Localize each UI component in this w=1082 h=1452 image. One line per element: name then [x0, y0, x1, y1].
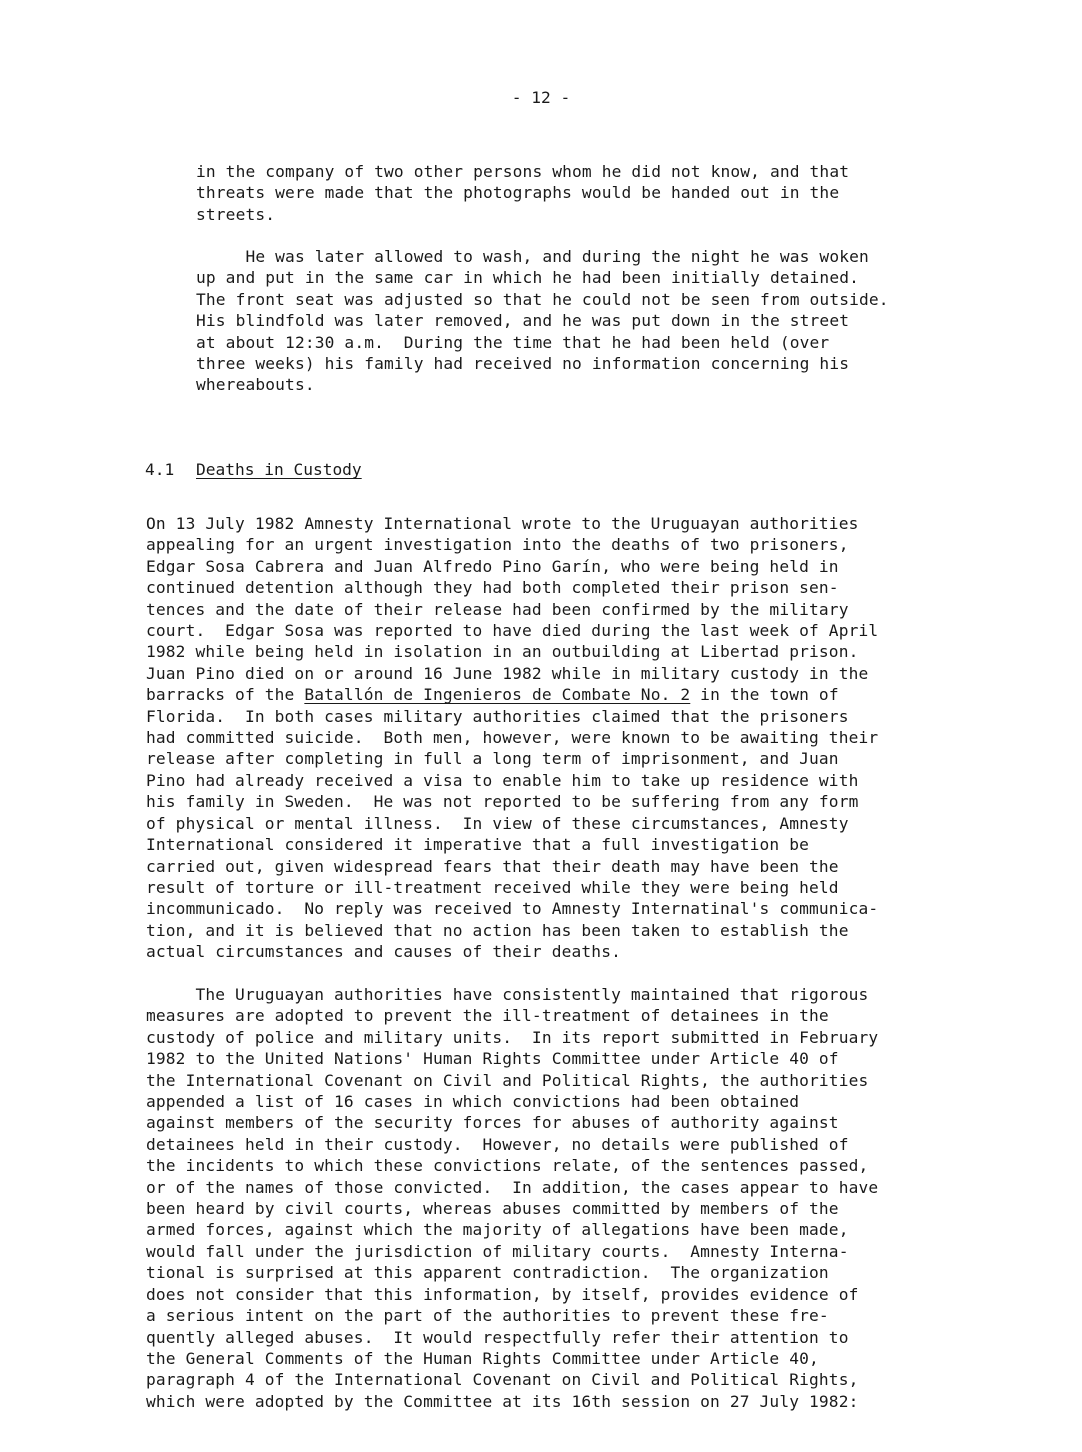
deaths-line: actual circumstances and causes of their deaths. — [146, 942, 621, 962]
deaths-line: tion, and it is believed that no action has been taken to establish the — [146, 920, 849, 940]
line-suffix: in the town of — [690, 685, 839, 705]
authorities-line: or of the names of those convicted. In addition, the cases appear to have — [146, 1177, 879, 1197]
deaths-line: carried out, given widespread fears that their death may have been the — [146, 856, 839, 876]
deaths-line: International considered it imperative that a full investigation be — [146, 835, 810, 855]
authorities-line: 1982 to the United Nations' Human Rights Committee under Article 40 of — [146, 1049, 839, 1069]
deaths-line: 1982 while being held in isolation in an outbuilding at Libertad prison. — [146, 642, 859, 662]
deaths-line: On 13 July 1982 Amnesty International wrote to the Uruguayan authorities — [146, 514, 859, 533]
deaths-line: Juan Pino died on or around 16 June 1982 while in military custody in the — [146, 663, 869, 683]
authorities-line: tional is surprised at this apparent contradiction. The organization — [146, 1263, 829, 1283]
deaths-line-with-underline — [146, 684, 878, 705]
authorities-line: does not consider that this information, by itself, provides evidence of — [146, 1284, 859, 1304]
deaths-line: Florida. In both cases military authorities claimed that the prisoners — [146, 706, 849, 726]
deaths-line: continued detention although they had both completed their prison sen- — [146, 578, 839, 598]
authorities-line: quently alleged abuses. It would respectfully refer their attention to — [146, 1327, 849, 1347]
deaths-line: his family in Sweden. He was not reported to be suffering from any form — [146, 792, 859, 812]
release-line: whereabouts. — [196, 375, 315, 395]
authorities-line: The Uruguayan authorities have consistently maintained that rigorous — [146, 985, 869, 1004]
authorities-line: against members of the security forces for abuses of authority against — [146, 1113, 839, 1133]
authorities-line: the General Comments of the Human Rights Committee under Article 40, — [146, 1348, 819, 1368]
authorities-line: appended a list of 16 cases in which convictions had been obtained — [146, 1092, 800, 1112]
deaths-line: court. Edgar Sosa was reported to have died during the last week of April — [146, 621, 879, 641]
deaths-line: release after completing in full a long term of imprisonment, and Juan — [146, 749, 839, 769]
deaths-line: incommunicado. No reply was received to Amnesty Internatinal's communica- — [146, 899, 879, 919]
continuation-paragraph — [196, 161, 849, 225]
authorities-line: detainees held in their custody. However, no details were published of — [146, 1134, 849, 1154]
authorities-line: custody of police and military units. In its report submitted in February — [146, 1027, 879, 1047]
release-line: The front seat was adjusted so that he could not be seen from outside. — [196, 289, 889, 309]
authorities-line: been heard by civil courts, whereas abuses committed by members of the — [146, 1199, 839, 1219]
authorities-line: armed forces, against which the majority of allegations have been made, — [146, 1220, 849, 1240]
continuation-line: threats were made that the photographs would be handed out in the — [196, 183, 840, 203]
section-title: Deaths in Custody — [196, 460, 362, 479]
deaths-line: had committed suicide. Both men, however, were known to be awaiting their — [146, 728, 879, 748]
deaths-line: Edgar Sosa Cabrera and Juan Alfredo Pino Garín, who were being held in — [146, 556, 839, 576]
authorities-line: paragraph 4 of the International Covenant on Civil and Political Rights, — [146, 1370, 859, 1390]
section-number: 4.1 — [145, 460, 175, 479]
release-line: He was later allowed to wash, and during the night he was woken — [196, 247, 869, 266]
deaths-in-custody-paragraph — [146, 513, 878, 963]
deaths-line: result of torture or ill-treatment received while they were being held — [146, 877, 839, 897]
authorities-line: a serious intent on the part of the authorities to prevent these fre- — [146, 1306, 829, 1326]
authorities-line: the International Covenant on Civil and Political Rights, the authorities — [146, 1070, 869, 1090]
authorities-line: measures are adopted to prevent the ill-treatment of detainees in the — [146, 1006, 829, 1026]
page-number: - 12 - — [511, 88, 571, 107]
deaths-line: of physical or mental illness. In view of these circumstances, Amnesty — [146, 813, 849, 833]
authorities-line: the incidents to which these convictions relate, of the sentences passed, — [146, 1156, 869, 1176]
battalion-name-underlined: Batallón de Ingenieros de Combate No. 2 — [304, 685, 691, 705]
release-line: His blindfold was later removed, and he was put down in the street — [196, 311, 850, 331]
release-line: three weeks) his family had received no information concerning his — [196, 354, 850, 374]
deaths-line: appealing for an urgent investigation into the deaths of two prisoners, — [146, 535, 849, 555]
authorities-paragraph — [146, 984, 878, 1412]
line-prefix: barracks of the — [146, 685, 305, 705]
release-line: at about 12:30 a.m. During the time that he had been held (over — [196, 332, 830, 352]
release-line: up and put in the same car in which he had been initially detained. — [196, 268, 860, 288]
continuation-line: streets. — [196, 204, 276, 224]
release-paragraph — [196, 246, 889, 396]
continuation-line: in the company of two other persons whom he did not know, and that — [196, 162, 850, 181]
authorities-line: which were adopted by the Committee at its 16th session on 27 July 1982: — [146, 1391, 859, 1411]
deaths-line: Pino had already received a visa to enable him to take up residence with — [146, 770, 859, 790]
authorities-line: would fall under the jurisdiction of military courts. Amnesty Interna- — [146, 1241, 849, 1261]
deaths-line: tences and the date of their release had been confirmed by the military — [146, 599, 849, 619]
